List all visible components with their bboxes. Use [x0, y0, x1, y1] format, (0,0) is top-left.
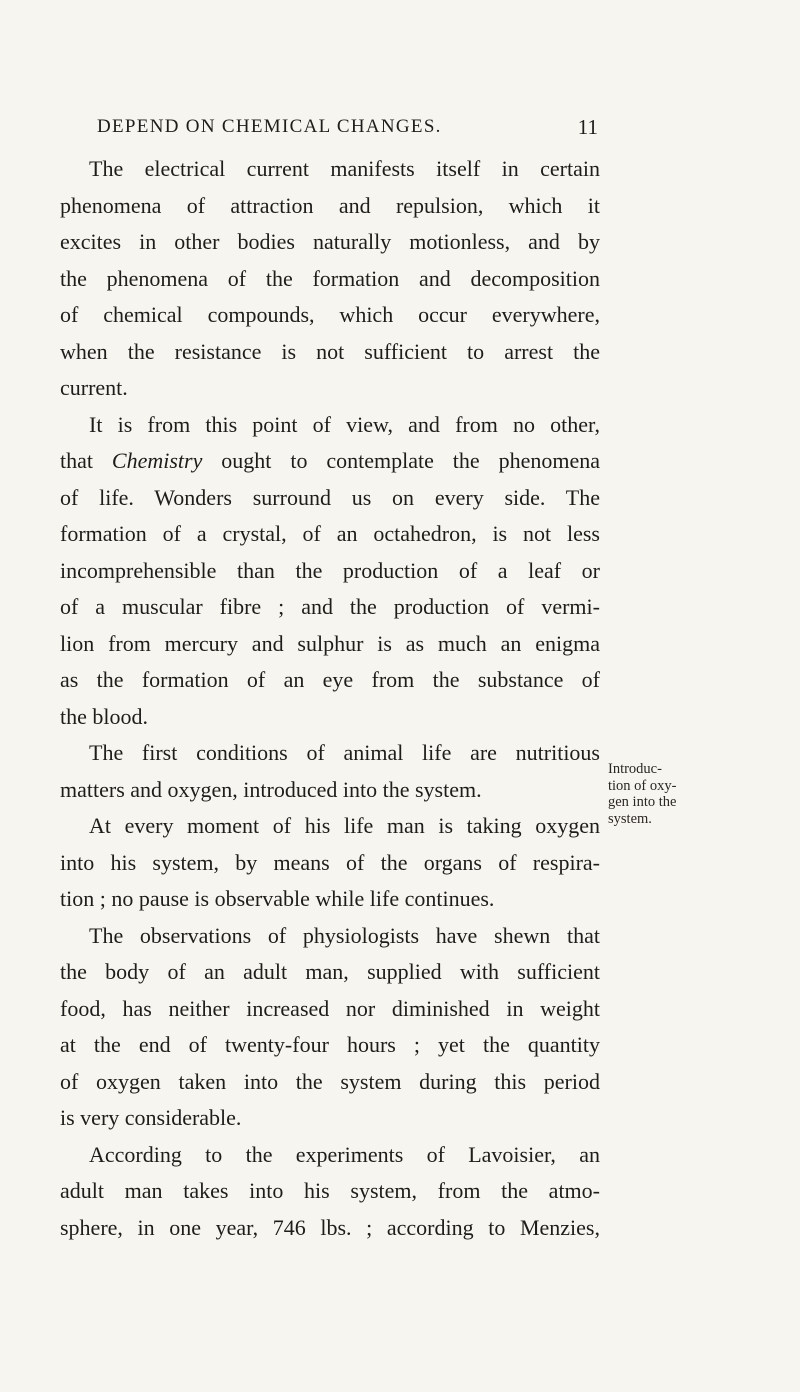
- text-fragment: ought to contemplate the phenomena: [202, 448, 600, 473]
- page-number: 11: [577, 115, 598, 139]
- margin-note-line: Introduc-: [608, 761, 662, 777]
- text-line: is very considerable.: [60, 1105, 242, 1130]
- text-line: It is from this point of view, and from no other,: [89, 411, 600, 437]
- text-line: as the formation of an eye from the substance of: [60, 667, 600, 692]
- italic-term: Chemistry: [111, 448, 203, 473]
- text-line: The observations of physiologists have shewn that: [89, 922, 600, 948]
- text-line: tion ; no pause is observable while life continues.: [60, 886, 495, 911]
- text-line: when the resistance is not sufficient to arrest the: [60, 338, 600, 364]
- running-head-title: DEPEND ON CHEMICAL CHANGES.: [97, 116, 442, 137]
- text-line: the phenomena of the formation and decomposition: [60, 265, 600, 291]
- text-line: current.: [60, 375, 128, 400]
- margin-note-line: gen into the: [608, 794, 677, 810]
- text-line: [60, 443, 600, 480]
- margin-note-line: tion of oxy-: [608, 777, 677, 794]
- running-head: [60, 112, 600, 142]
- text-line: into his system, by means of the organs of respira-: [60, 849, 600, 875]
- text-line: the blood.: [60, 703, 148, 729]
- body-text: [60, 151, 600, 1246]
- text-line: At every moment of his life man is taking oxygen: [89, 813, 600, 838]
- margin-note-line: system.: [608, 810, 652, 827]
- text-line: The electrical current manifests itself in certain: [89, 156, 600, 181]
- text-line: of a muscular fibre ; and the production of vermi-: [60, 594, 600, 619]
- text-line: food, has neither increased nor diminished in weight: [60, 995, 600, 1021]
- text-line: formation of a crystal, of an octahedron, is not less: [60, 521, 600, 546]
- text-line: lion from mercury and sulphur is as much an enigma: [60, 630, 600, 656]
- text-line: adult man takes into his system, from the atmo-: [60, 1178, 600, 1203]
- text-line: of oxygen taken into the system during this period: [60, 1068, 600, 1094]
- text-line: of chemical compounds, which occur everywhere,: [60, 302, 600, 327]
- margin-note: [608, 761, 704, 827]
- text-line: of life. Wonders surround us on every side. The: [60, 484, 600, 510]
- text-line: phenomena of attraction and repulsion, which it: [60, 192, 600, 218]
- text-line: excites in other bodies naturally motionless, and by: [60, 229, 600, 254]
- text-line: incomprehensible than the production of a leaf or: [60, 557, 600, 583]
- text-line: According to the experiments of Lavoisier, an: [89, 1141, 600, 1167]
- text-line: at the end of twenty-four hours ; yet the quantity: [60, 1032, 600, 1057]
- text-line: matters and oxygen, introduced into the system.: [60, 776, 482, 802]
- text-line: sphere, in one year, 746 lbs. ; according to Menzies,: [60, 1214, 600, 1240]
- text-line: the body of an adult man, supplied with sufficient: [60, 959, 600, 984]
- text-fragment: that: [60, 448, 112, 473]
- text-line: The first conditions of animal life are nutritious: [89, 740, 600, 765]
